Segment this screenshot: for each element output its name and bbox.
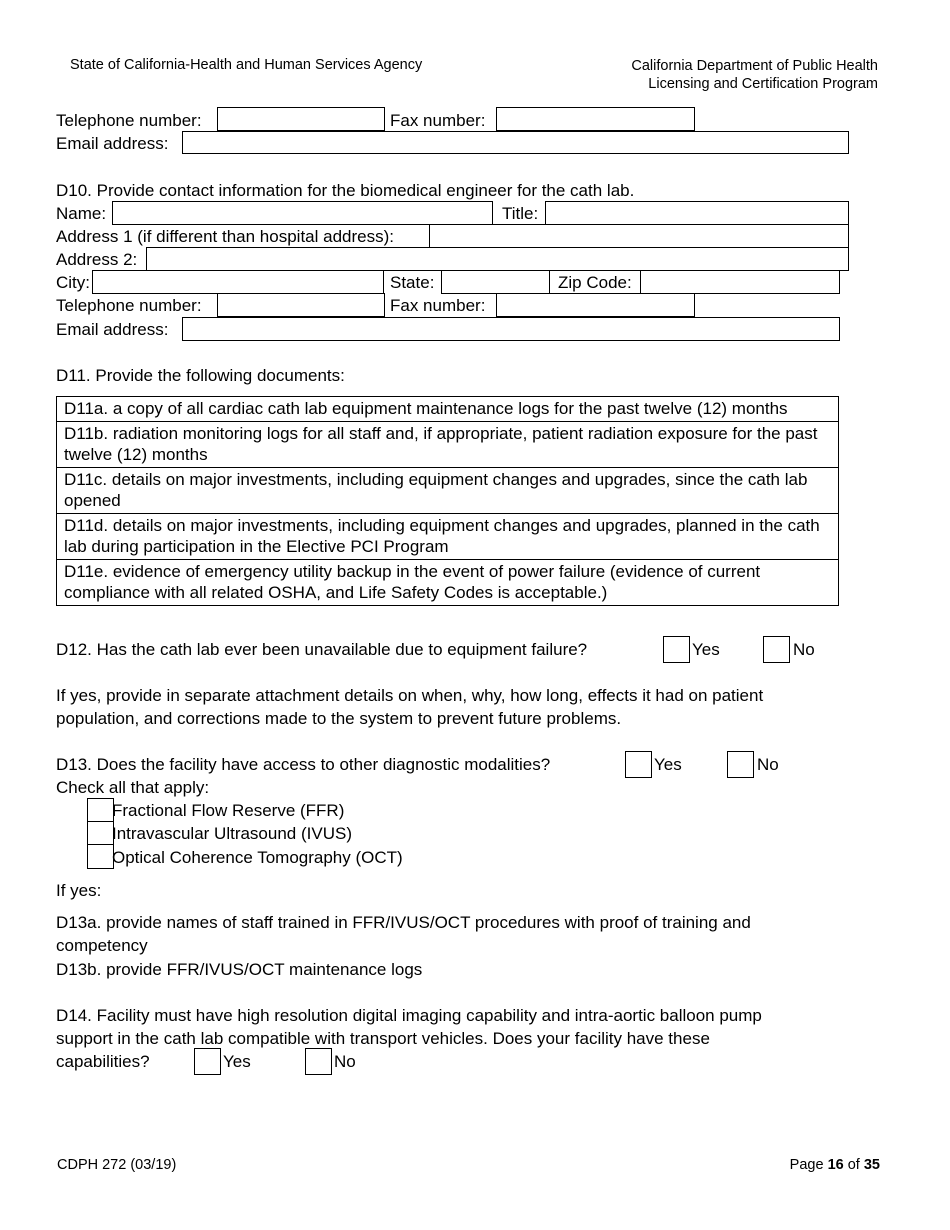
d10-state-field[interactable] <box>441 270 550 294</box>
d10-title-label: Title: <box>502 204 539 223</box>
d12-no-label: No <box>793 640 815 659</box>
page-number <box>790 1157 880 1173</box>
d14-line-2: support in the cath lab compatible with transport vehicles. Does your facility have these <box>56 1029 710 1048</box>
page-total: 35 <box>863 1157 880 1173</box>
d12-followup-line-1: If yes, provide in separate attachment details on when, why, how long, effects it had on patient <box>56 686 764 705</box>
department-line-2: Licensing and Certification Program <box>648 76 878 92</box>
d13-if-yes: If yes: <box>56 881 102 900</box>
ivus-label: Intravascular Ultrasound (IVUS) <box>112 824 352 843</box>
d11d-cell: D11d. details on major investments, including equipment changes and upgrades, planned in the cath lab during participation in the Elective PCI Program <box>57 514 839 560</box>
d10-title-field[interactable] <box>545 201 849 225</box>
d13-question: D13. Does the facility have access to other diagnostic modalities? <box>56 755 551 774</box>
fax-label: Fax number: <box>390 111 486 130</box>
d10-telephone-label: Telephone number: <box>56 296 202 315</box>
d12-yes-label: Yes <box>692 640 720 659</box>
page-prefix: Page <box>789 1157 824 1173</box>
d11b-cell: D11b. radiation monitoring logs for all staff and, if appropriate, patient radiation exposure for the past twelve (12) months <box>57 422 839 468</box>
d14-yes-checkbox[interactable] <box>194 1048 221 1075</box>
d11a-cell: D11a. a copy of all cardiac cath lab equipment maintenance logs for the past twelve (12) months <box>57 397 839 422</box>
ffr-label: Fractional Flow Reserve (FFR) <box>112 801 345 820</box>
table-row <box>57 468 839 514</box>
ffr-checkbox[interactable] <box>87 798 114 823</box>
d12-followup-line-2: population, and corrections made to the system to prevent future problems. <box>56 709 622 728</box>
d12-yes-checkbox[interactable] <box>663 636 690 663</box>
d10-telephone-field[interactable] <box>217 293 385 317</box>
d11-question: D11. Provide the following documents: <box>56 366 345 385</box>
d10-address1-field[interactable] <box>429 224 849 248</box>
fax-field[interactable] <box>496 107 695 131</box>
d14-line-1: D14. Facility must have high resolution digital imaging capability and intra-aortic balloon pump <box>56 1006 762 1025</box>
department-line-1: California Department of Public Health <box>631 58 878 74</box>
d13-no-label: No <box>757 755 779 774</box>
d13-yes-checkbox[interactable] <box>625 751 652 778</box>
d10-city-label: City: <box>56 273 90 292</box>
oct-checkbox[interactable] <box>87 844 114 869</box>
table-row <box>57 514 839 560</box>
d10-address1-label: Address 1 (if different than hospital address): <box>56 227 394 246</box>
d10-address2-field[interactable] <box>146 247 849 271</box>
d10-name-label: Name: <box>56 204 107 223</box>
d13a-line-2: competency <box>56 936 148 955</box>
email-field[interactable] <box>182 131 849 154</box>
page-current: 16 <box>827 1157 844 1173</box>
telephone-field[interactable] <box>217 107 385 131</box>
d10-city-field[interactable] <box>92 270 384 294</box>
d10-name-field[interactable] <box>112 201 493 225</box>
d10-fax-field[interactable] <box>496 293 695 317</box>
table-row <box>57 422 839 468</box>
page-of: of <box>847 1157 860 1173</box>
ivus-checkbox[interactable] <box>87 821 114 846</box>
d11c-cell: D11c. details on major investments, including equipment changes and upgrades, since the cath lab opened <box>57 468 839 514</box>
d11-documents-table <box>56 396 839 606</box>
d14-no-label: No <box>334 1052 356 1071</box>
d13b: D13b. provide FFR/IVUS/OCT maintenance logs <box>56 960 423 979</box>
d14-line-3: capabilities? <box>56 1052 150 1071</box>
d14-yes-label: Yes <box>223 1052 251 1071</box>
d10-question: D10. Provide contact information for the biomedical engineer for the cath lab. <box>56 181 635 200</box>
department-name <box>631 57 878 93</box>
form-id: CDPH 272 (03/19) <box>57 1157 177 1173</box>
d11e-cell: D11e. evidence of emergency utility backup in the event of power failure (evidence of current compliance with all related OSHA, and Life Safety Codes is acceptable.) <box>57 560 839 606</box>
d10-email-label: Email address: <box>56 320 169 339</box>
d13-yes-label: Yes <box>654 755 682 774</box>
d10-address2-label: Address 2: <box>56 250 138 269</box>
d14-no-checkbox[interactable] <box>305 1048 332 1075</box>
agency-name: State of California-Health and Human Services Agency <box>70 57 423 73</box>
d13a-line-1: D13a. provide names of staff trained in FFR/IVUS/OCT procedures with proof of training and <box>56 913 751 932</box>
d10-email-field[interactable] <box>182 317 840 341</box>
d10-fax-label: Fax number: <box>390 296 486 315</box>
d10-zip-label: Zip Code: <box>558 273 632 292</box>
d12-no-checkbox[interactable] <box>763 636 790 663</box>
d13-check-all-label: Check all that apply: <box>56 778 210 797</box>
table-row <box>57 397 839 422</box>
d10-zip-field[interactable] <box>640 270 840 294</box>
telephone-label: Telephone number: <box>56 111 202 130</box>
d10-state-label: State: <box>390 273 435 292</box>
oct-label: Optical Coherence Tomography (OCT) <box>112 848 403 867</box>
d13-no-checkbox[interactable] <box>727 751 754 778</box>
email-label: Email address: <box>56 134 169 153</box>
table-row <box>57 560 839 606</box>
d12-question: D12. Has the cath lab ever been unavailable due to equipment failure? <box>56 640 588 659</box>
